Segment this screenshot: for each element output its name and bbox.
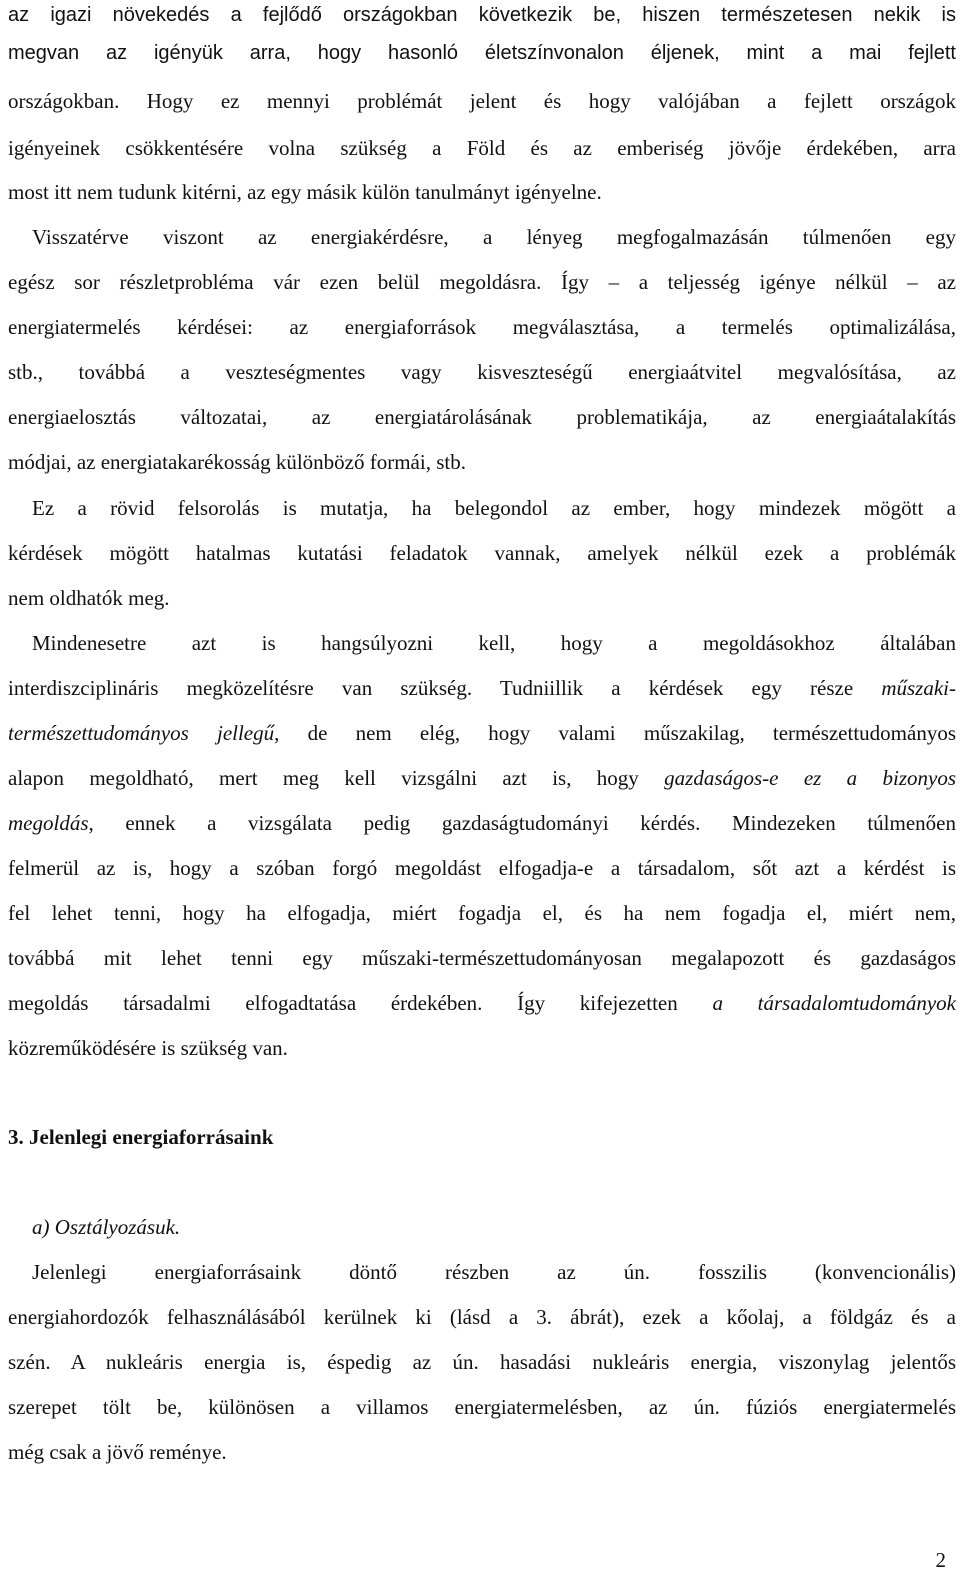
text-line bbox=[8, 808, 956, 838]
emphasis-span: gazdaságos-e ez a bizonyos bbox=[664, 766, 956, 790]
text-line: országokban. Hogy ez mennyi problémát jelent és hogy valójában a fejlett országok bbox=[8, 89, 956, 113]
text-line: most itt nem tudunk kitérni, az egy másik külön tanulmányt igényelne. bbox=[8, 180, 602, 204]
text-line: kérdések mögött hatalmas kutatási feladatok vannak, amelyek nélkül ezek a problémák bbox=[8, 541, 956, 565]
text-line bbox=[8, 988, 956, 1018]
text-line: Visszatérve viszont az energiakérdésre, a lényeg megfogalmazásán túlmenően egy bbox=[32, 225, 956, 249]
text-line: továbbá mit lehet tenni egy műszaki-természettudományosan megalapozott és gazdaságos bbox=[8, 946, 956, 970]
text-line: megvan az igényük arra, hogy hasonló életszínvonalon éljenek, mint a mai fejlett bbox=[8, 42, 956, 64]
text-line: energiahordozók felhasználásából kerülnek ki (lásd a 3. ábrát), ezek a kőolaj, a földgáz és a bbox=[8, 1305, 956, 1329]
emphasis-span: természettudományos jellegű bbox=[8, 721, 275, 745]
text-line: szén. A nukleáris energia is, éspedig az ún. hasadási nukleáris energia, viszonylag jelentős bbox=[8, 1350, 956, 1374]
text-line: stb., továbbá a veszteségmentes vagy kisveszteségű energiaátvitel megvalósítása, az bbox=[8, 360, 956, 384]
text-line: Jelenlegi energiaforrásaink döntő részben az ún. fosszilis (konvencionális) bbox=[32, 1260, 956, 1284]
text-line: módjai, az energiatakarékosság különböző formái, stb. bbox=[8, 450, 466, 474]
text-span: alapon megoldható, mert meg kell vizsgálni azt is, hogy bbox=[8, 766, 665, 790]
text-span: , ennek a vizsgálata pedig gazdaságtudományi kérdés. Mindezeken túlmenően bbox=[88, 811, 956, 835]
text-line bbox=[8, 718, 956, 748]
text-line: Mindenesetre azt is hangsúlyozni kell, hogy a megoldásokhoz általában bbox=[32, 631, 956, 655]
text-span: interdiszciplináris megközelítésre van szükség. Tudniillik a kérdések egy része bbox=[8, 676, 882, 700]
text-line: nem oldhatók meg. bbox=[8, 586, 170, 610]
text-line: egész sor részletprobléma vár ezen belül megoldásra. Így – a teljesség igénye nélkül – az bbox=[8, 270, 956, 294]
text-line: energiatermelés kérdései: az energiaforrások megválasztása, a termelés optimalizálása, bbox=[8, 315, 956, 339]
text-line: közreműködésére is szükség van. bbox=[8, 1036, 288, 1060]
text-line: fel lehet tenni, hogy ha elfogadja, miért fogadja el, és ha nem fogadja el, miért nem, bbox=[8, 901, 956, 925]
text-line: még csak a jövő reménye. bbox=[8, 1440, 227, 1464]
text-line: Ez a rövid felsorolás is mutatja, ha belegondol az ember, hogy mindezek mögött a bbox=[32, 496, 956, 520]
text-line bbox=[8, 673, 956, 703]
text-span: megoldás társadalmi elfogadtatása érdekében. Így kifejezetten bbox=[8, 991, 713, 1015]
subsection-heading: a) Osztályozásuk. bbox=[32, 1215, 181, 1239]
section-heading: 3. Jelenlegi energiaforrásaink bbox=[8, 1125, 274, 1149]
text-line: igényeinek csökkentésére volna szükség a Föld és az emberiség jövője érdekében, arra bbox=[8, 136, 956, 160]
text-line: szerepet tölt be, különösen a villamos energiatermelésben, az ún. fúziós energiatermelés bbox=[8, 1395, 956, 1419]
text-line: energiaelosztás változatai, az energiatárolásának problematikája, az energiaátalakítás bbox=[8, 405, 956, 429]
text-line: felmerül az is, hogy a szóban forgó megoldást elfogadja-e a társadalom, sőt azt a kérdést is bbox=[8, 856, 956, 880]
emphasis-span: megoldás bbox=[8, 811, 89, 835]
emphasis-span: műszaki- bbox=[881, 676, 956, 700]
text-span: , de nem elég, hogy valami műszakilag, természettudományos bbox=[274, 721, 956, 745]
text-line bbox=[8, 763, 956, 793]
text-line: az igazi növekedés a fejlődő országokban következik be, hiszen természetesen nekik is bbox=[8, 4, 956, 26]
page-number: 2 bbox=[935, 1548, 946, 1572]
emphasis-span: a társadalomtudományok bbox=[712, 991, 956, 1015]
